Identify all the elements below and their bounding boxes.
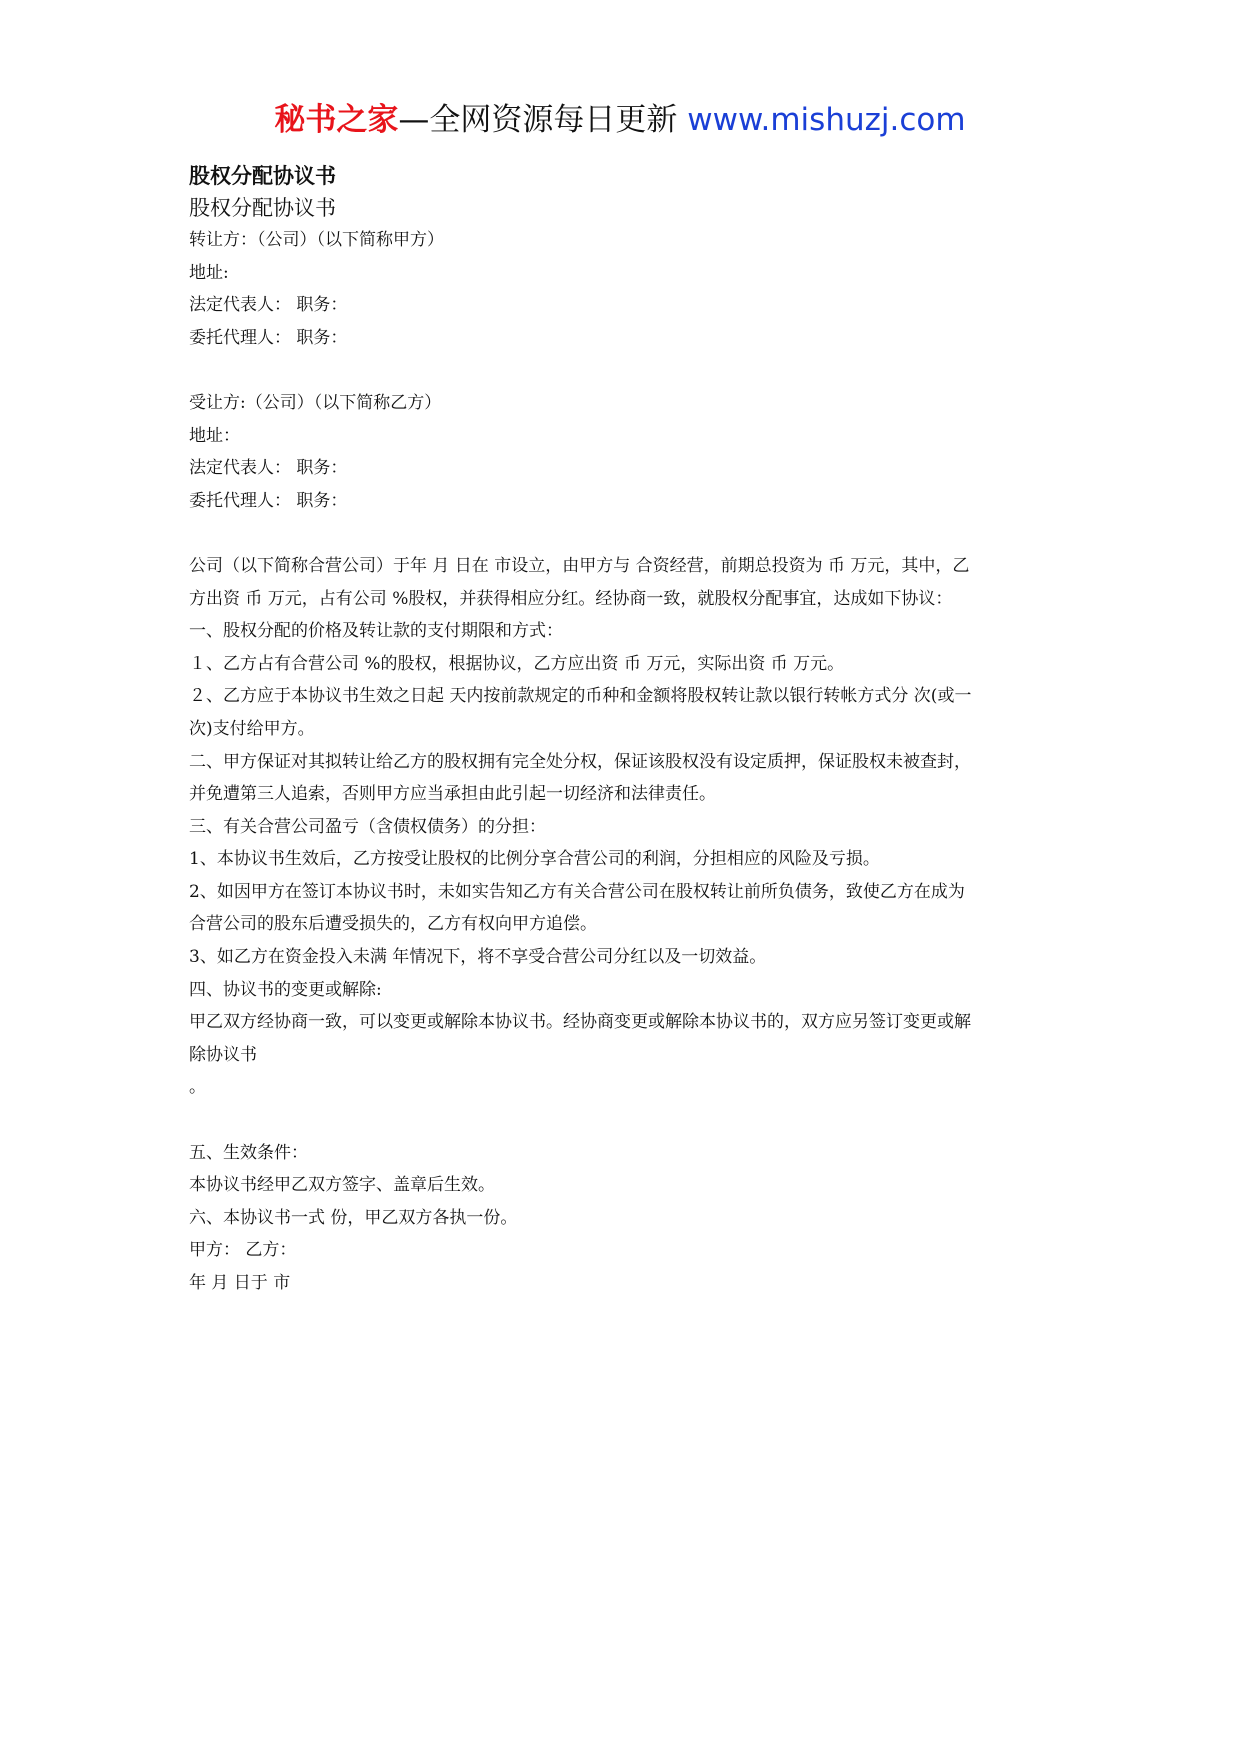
party-a-header: 转让方：（公司）（以下简称甲方） — [189, 230, 444, 250]
section-3-heading: 三、有关合营公司盈亏（含债权债务）的分担： — [189, 816, 546, 837]
party-b-header: 受让方:（公司）（以下简称乙方） — [189, 392, 442, 413]
document-title: 股权分配协议书 — [189, 164, 336, 188]
banner-url-link[interactable]: www.mishuzj.com — [687, 102, 966, 138]
section-3-item-2-line: 合营公司的股东后遭受损失的，乙方有权向甲方追偿。 — [189, 914, 597, 935]
banner-brand: 秘书之家 — [274, 102, 399, 138]
party-b-legal-rep: 法定代表人： 职务： — [189, 458, 348, 479]
spacer — [189, 1104, 1055, 1137]
date-place-line: 年 月 日于 市 — [189, 1273, 291, 1293]
section-4-body-line: 。 — [189, 1077, 206, 1098]
party-a-agent: 委托代理人： 职务： — [189, 327, 348, 348]
section-1-item-2-line: 次)支付给甲方。 — [189, 718, 315, 739]
section-4-body-line: 除协议书 — [189, 1044, 257, 1065]
section-1-item-1: １、乙方占有合营公司 %的股权，根据协议，乙方应出资 币 万元，实际出资 币 万元。 — [189, 653, 845, 674]
section-4-body-line: 甲乙双方经协商一致，可以变更或解除本协议书。经协商变更或解除本协议书的，双方应另签订变更或解 — [189, 1012, 971, 1033]
signature-line: 甲方： 乙方： — [189, 1240, 297, 1261]
section-5-heading: 五、生效条件： — [189, 1142, 308, 1163]
section-3-item-2-line: 2、如因甲方在签订本协议书时，未如实告知乙方有关合营公司在股权转让前所负债务，致使乙方在成为 — [189, 881, 965, 902]
preamble-line: 方出资 币 万元，占有公司 %股权，并获得相应分红。经协商一致，就股权分配事宜，达成如下协议： — [189, 588, 953, 609]
banner-tagline: —全网资源每日更新 — [398, 102, 688, 138]
party-a-legal-rep: 法定代表人： 职务： — [189, 295, 348, 316]
party-b-agent: 委托代理人： 职务： — [189, 490, 348, 511]
spacer — [189, 354, 1055, 387]
section-5-body: 本协议书经甲乙双方签字、盖章后生效。 — [189, 1175, 495, 1196]
party-a-address: 地址: — [189, 262, 229, 283]
section-1-heading: 一、股权分配的价格及转让款的支付期限和方式： — [189, 621, 563, 642]
site-banner — [0, 100, 1240, 140]
section-4-heading: 四、协议书的变更或解除: — [189, 979, 382, 1000]
section-2-line: 并免遭第三人追索，否则甲方应当承担由此引起一切经济和法律责任。 — [189, 784, 716, 805]
section-1-item-2-line: ２、乙方应于本协议书生效之日起 天内按前款规定的币种和金额将股权转让款以银行转帐方式分 次(或一 — [189, 686, 972, 707]
spacer — [189, 517, 1055, 550]
section-3-item-3: 3、如乙方在资金投入未满 年情况下，将不享受合营公司分红以及一切效益。 — [189, 947, 767, 968]
section-2-line: 二、甲方保证对其拟转让给乙方的股权拥有完全处分权，保证该股权没有设定质押，保证股权未被查封， — [189, 751, 971, 772]
document-body — [189, 160, 1055, 1300]
document-subtitle: 股权分配协议书 — [189, 196, 336, 220]
preamble-line: 公司（以下简称合营公司）于年 月 日在 市设立，由甲方与 合资经营，前期总投资为 币 万元，其中，乙 — [189, 555, 970, 576]
section-6: 六、本协议书一式 份，甲乙双方各执一份。 — [189, 1207, 518, 1228]
party-b-address: 地址： — [189, 425, 240, 446]
section-3-item-1: 1、本协议书生效后，乙方按受让股权的比例分享合营公司的利润，分担相应的风险及亏损。 — [189, 849, 880, 870]
